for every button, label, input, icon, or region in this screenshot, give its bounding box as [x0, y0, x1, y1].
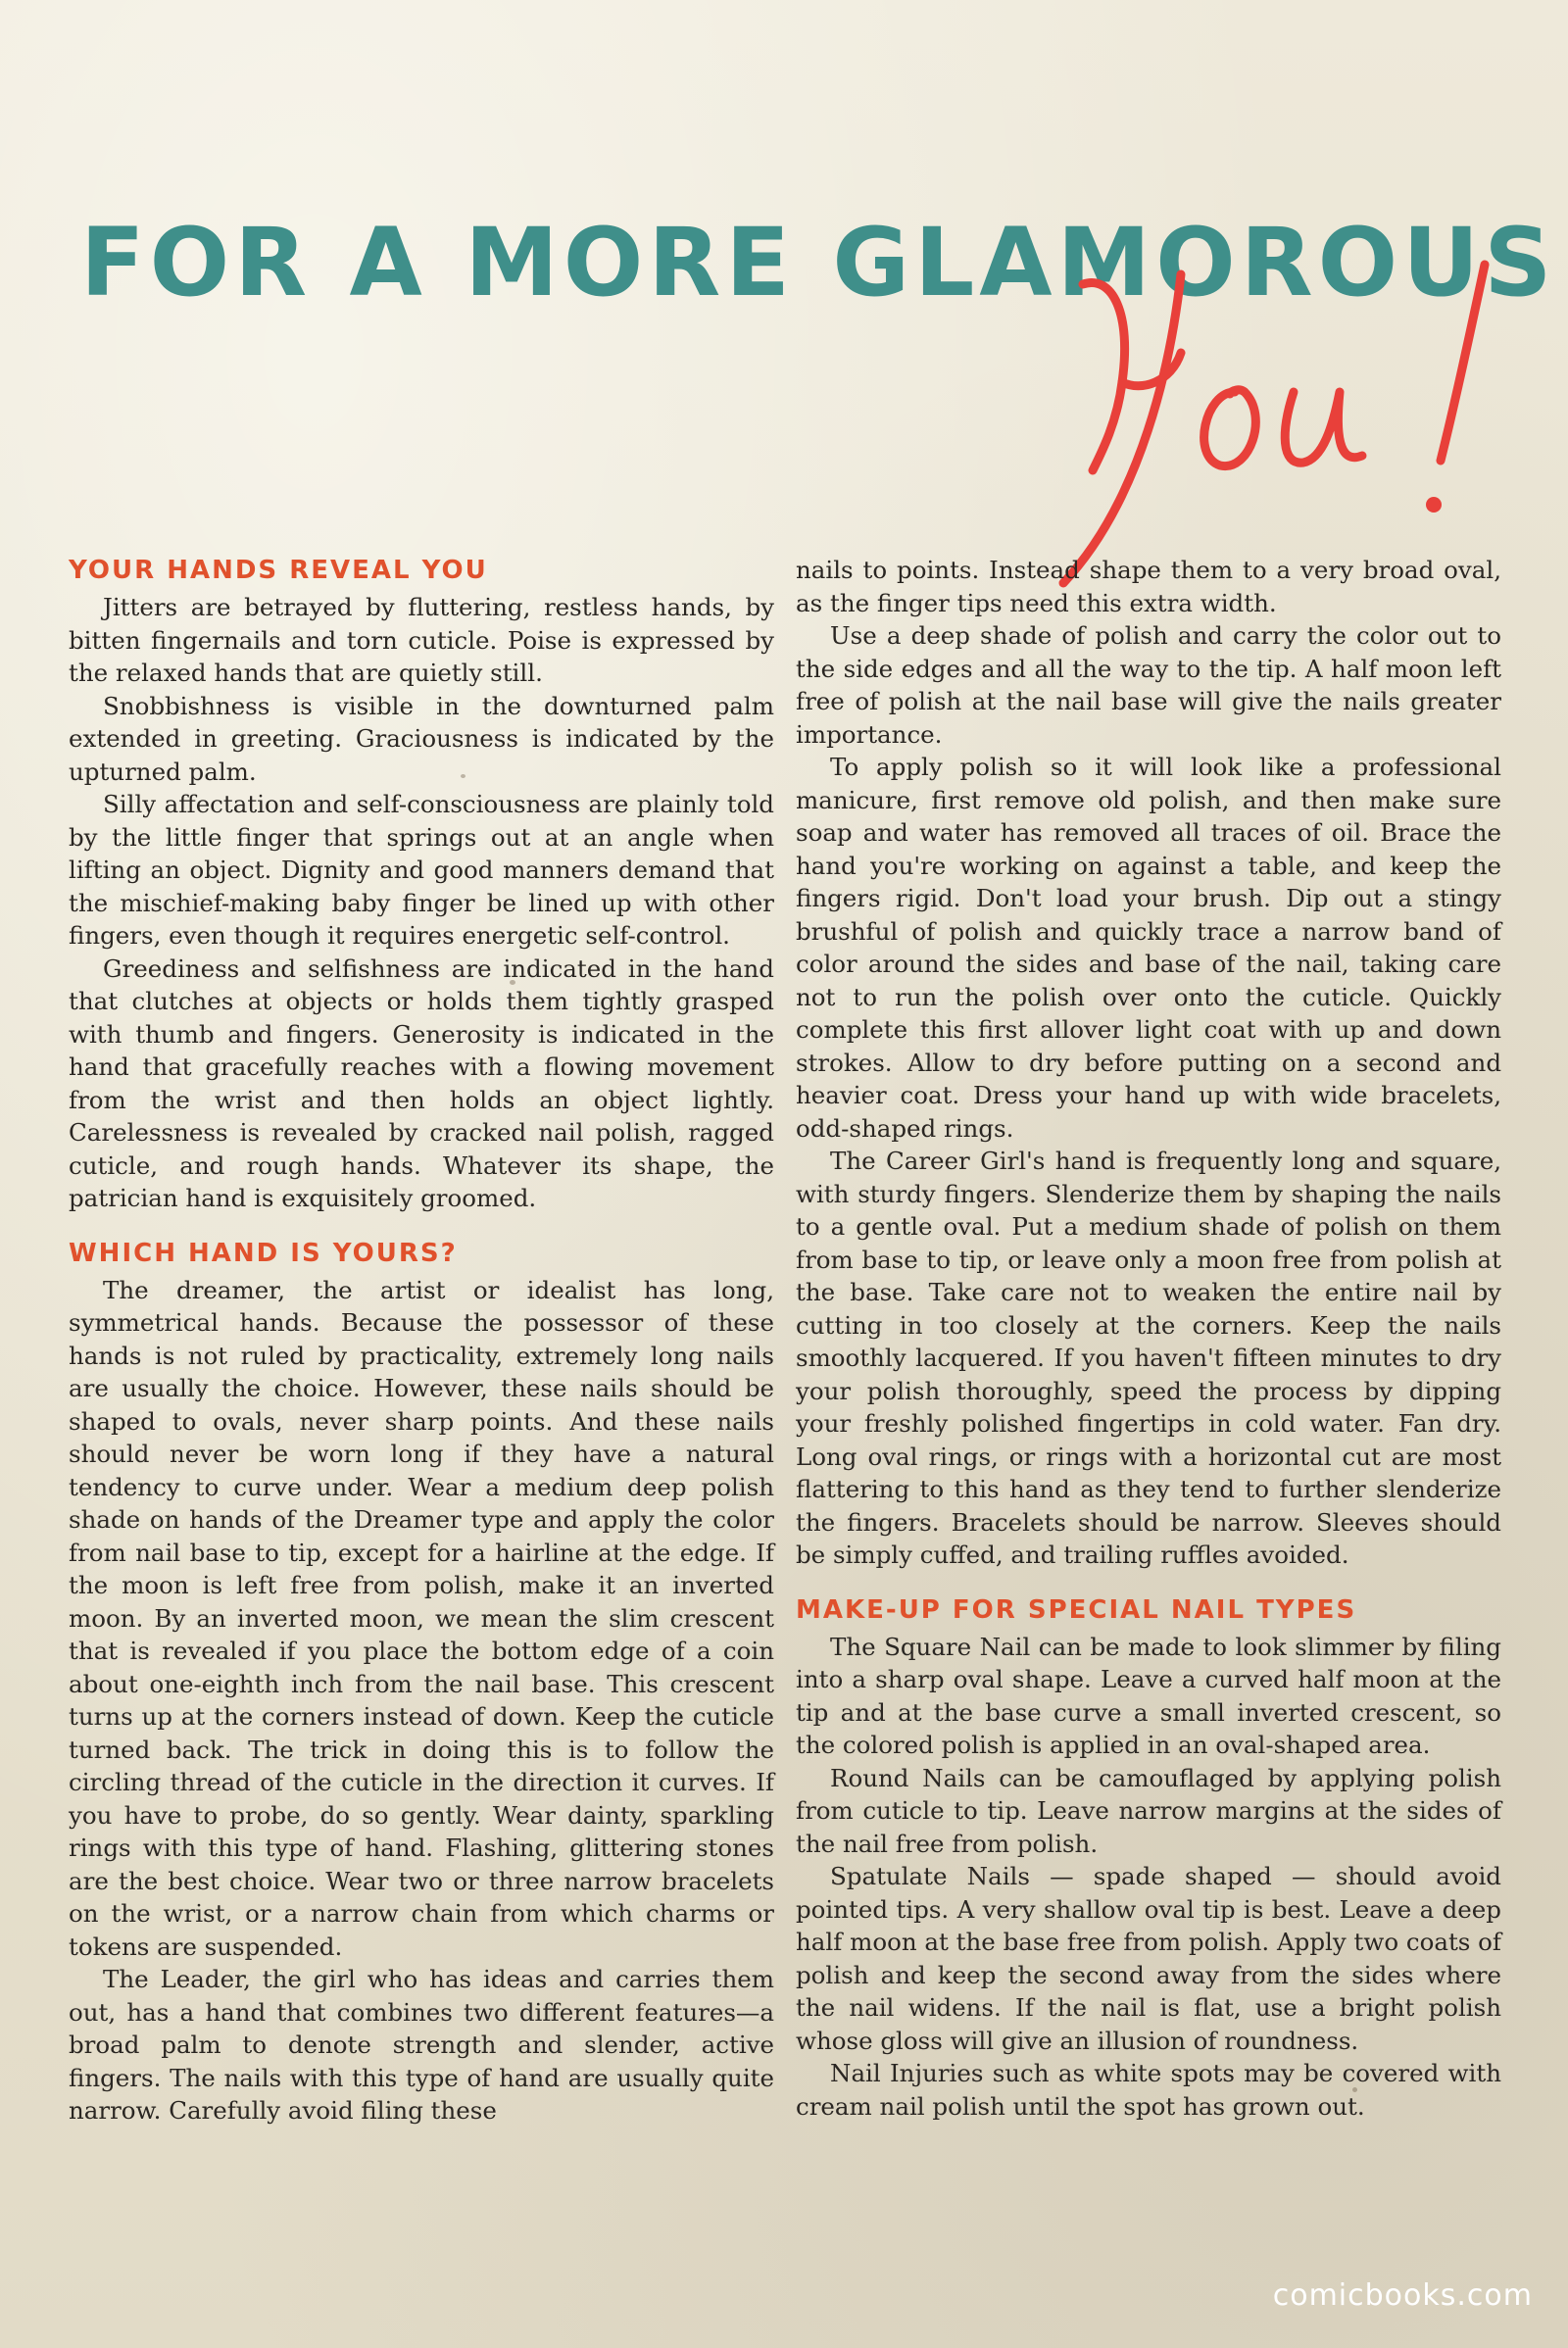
- section-heading-make-up: MAKE-UP FOR SPECIAL NAIL TYPES: [796, 1594, 1357, 1625]
- paragraph: Greediness and selfishness are indicated in the hand that clutches at objects or holds them tightly grasped with thumb and fingers. Generosity is indicated in the hand that gracefully reaches with a flowing movement from the wrist and then holds an object lightly. Carelessness is revealed by cracked nail polish, ragged cuticle, and rough hands. Whatever its shape, the patrician hand is exquisitely groomed.: [69, 954, 774, 1212]
- paragraph: The dreamer, the artist or idealist has long, symmetrical hands. Because the possessor of these hands is not ruled by practicality, extremely long nails are usually the choice. However, these nails should be shaped to ovals, never sharp points. And these nails should never be worn long if they have a natural tendency to curve under. Wear a medium deep polish shade on hands of the Dreamer type and apply the color from nail base to tip, except for a hairline at the edge. If the moon is left free from polish, make it an inverted moon. By an inverted moon, we mean the slim crescent that is revealed if you place the bottom edge of a coin about one-eighth inch from the nail base. This crescent turns up at the corners instead of down. Keep the cuticle turned back. The trick in doing this is to follow the circling thread of the cuticle in the direction it curves. If you have to probe, do so gently. Wear dainty, sparkling rings with this type of hand. Flashing, glittering stones are the best choice. Wear two or three narrow bracelets on the wrist, or a narrow chain from which charms or tokens are suspended.: [69, 1275, 774, 1961]
- paragraph: To apply polish so it will look like a professional manicure, first remove old polish, and then make sure soap and water has removed all traces of oil. Brace the hand you're working on against a table, and keep the fingers rigid. Don't load your brush. Dip out a stingy brushful of polish and quickly trace a narrow band of color around the sides and base of the nail, taking care not to run the polish over onto the cuticle. Quickly complete this first allover light coat with up and down strokes. Allow to dry before putting on a second and heavier coat. Dress your hand up with wide bracelets, odd-shaped rings.: [796, 753, 1501, 1143]
- paper-speck: [510, 980, 515, 985]
- paragraph: The Career Girl's hand is frequently long and square, with sturdy fingers. Slenderize them by shaping the nails to a gentle oval. Put a medium shade of polish on them from base to tip, or leave only a moon free from polish at the base. Take care not to weaken the entire nail by cutting in too closely at the corners. Keep the nails smoothly lacquered. If you haven't fifteen minutes to dry your polish thoroughly, speed the process by dipping your freshly polished fingertips in cold water. Fan dry. Long oval rings, or rings with a horizontal cut are most flattering to this hand as they tend to further slenderize the fingers. Bracelets should be narrow. Sleeves should be simply cuffed, and trailing ruffles avoided.: [796, 1147, 1501, 1569]
- paragraph: Snobbishness is visible in the downturned palm extended in greeting. Graciousness is indicated by the upturned palm.: [69, 691, 774, 786]
- paper-speck: [461, 774, 466, 778]
- paragraph: The Square Nail can be made to look slimmer by filing into a sharp oval shape. Leave a curved half moon at the tip and at the base curve a small inverted crescent, so the colored polish is applied in an oval-shaped area.: [796, 1632, 1501, 1759]
- right-column: [796, 554, 1501, 2123]
- section-heading-which-hand: WHICH HAND IS YOURS?: [69, 1238, 458, 1268]
- headline: FOR A MORE GLAMOROUS: [80, 208, 1557, 318]
- left-column: [69, 554, 774, 2128]
- script-you-lettering: [1024, 245, 1534, 598]
- paragraph: Round Nails can be camouflaged by applying polish from cuticle to tip. Leave narrow margins at the sides of the nail free from polish.: [796, 1763, 1501, 1858]
- paragraph: Jitters are betrayed by fluttering, restless hands, by bitten fingernails and torn cuticle. Poise is expressed by the relaxed hands that are quietly still.: [69, 593, 774, 687]
- paragraph-continuation: nails to points. Instead shape them to a very broad oval, as the finger tips need this extra width.: [796, 556, 1501, 617]
- paragraph: Nail Injuries such as white spots may be covered with cream nail polish until the spot has grown out.: [796, 2059, 1501, 2121]
- paper-speck: [1352, 2087, 1357, 2092]
- watermark-text: comicbooks.com: [1272, 2278, 1533, 2313]
- paragraph: The Leader, the girl who has ideas and carries them out, has a hand that combines two different features—a broad palm to denote strength and slender, active fingers. The nails with this type of hand are usually quite narrow. Carefully avoid filing these: [69, 1965, 774, 2125]
- paragraph: Use a deep shade of polish and carry the color out to the side edges and all the way to the tip. A half moon left free of polish at the nail base will give the nails greater importance.: [796, 621, 1501, 749]
- section-heading-your-hands: YOUR HANDS REVEAL YOU: [69, 556, 488, 585]
- paragraph: Spatulate Nails — spade shaped — should avoid pointed tips. A very shallow oval tip is best. Leave a deep half moon at the base free from polish. Apply two coats of polish and keep the second away from the sides where the nail widens. If the nail is flat, use a bright polish whose gloss will give an illusion of roundness.: [796, 1862, 1501, 2055]
- paragraph: Silly affectation and self-consciousness are plainly told by the little finger that springs out at an angle when lifting an object. Dignity and good manners demand that the mischief-making baby finger be lined up with other fingers, even though it requires energetic self-control.: [69, 790, 774, 950]
